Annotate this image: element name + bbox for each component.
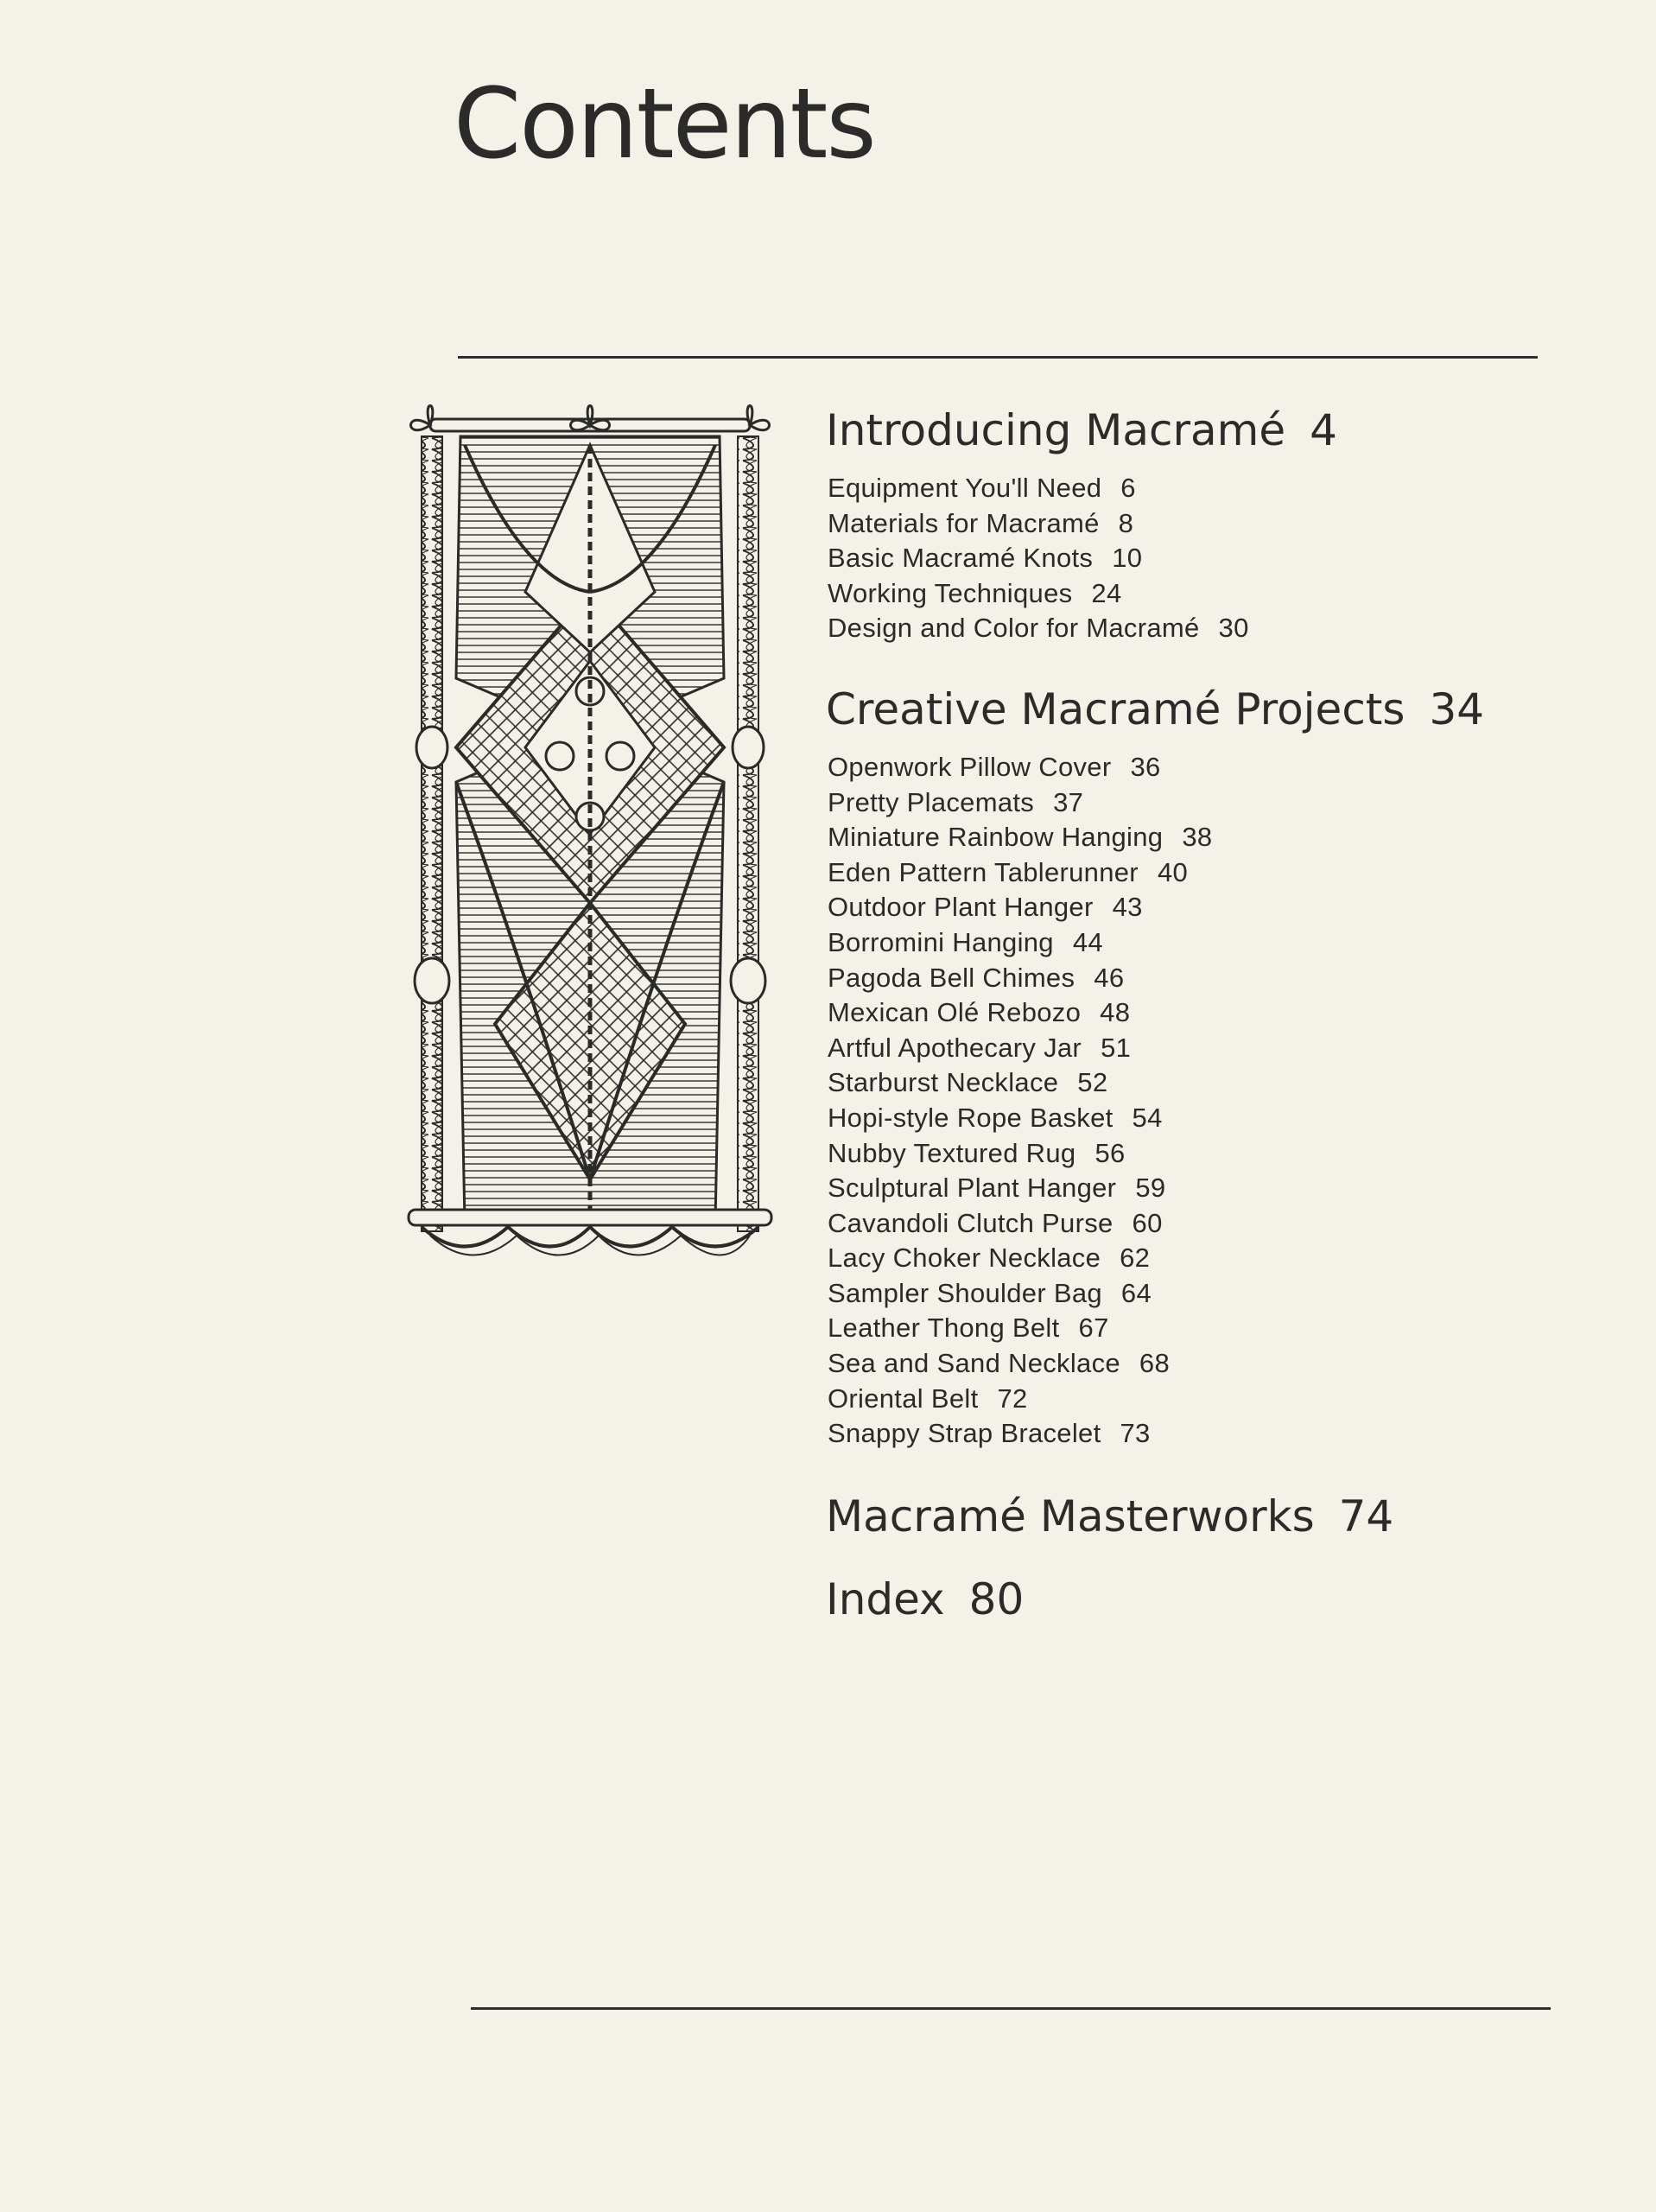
toc-section-projects	[826, 679, 1603, 1452]
macrame-hanging-illustration	[396, 393, 784, 1344]
entry-page-number: 54	[1132, 1102, 1163, 1133]
entry-label: Artful Apothecary Jar	[828, 1032, 1082, 1063]
section-heading[interactable]	[826, 679, 1603, 740]
entry-label: Leather Thong Belt	[828, 1313, 1060, 1344]
list-item[interactable]	[828, 855, 1603, 891]
list-item[interactable]	[828, 1311, 1603, 1346]
section-heading-label: Macramé Masterworks	[826, 1491, 1315, 1541]
entry-page-number: 40	[1157, 856, 1189, 887]
entry-page-number: 59	[1135, 1173, 1166, 1204]
entry-list	[828, 750, 1603, 1452]
list-item[interactable]	[828, 611, 1603, 646]
entry-page-number: 8	[1118, 507, 1134, 538]
section-heading-label: Introducing Macramé	[826, 405, 1286, 455]
entry-page-number: 48	[1100, 997, 1131, 1028]
list-item[interactable]	[828, 1346, 1603, 1382]
list-item[interactable]	[828, 820, 1603, 855]
entry-list	[828, 471, 1603, 646]
list-item[interactable]	[828, 961, 1603, 996]
section-page-number: 74	[1338, 1491, 1394, 1541]
list-item[interactable]	[828, 1136, 1603, 1172]
list-item[interactable]	[828, 890, 1603, 925]
list-item[interactable]	[828, 1031, 1603, 1066]
section-page-number: 80	[968, 1573, 1025, 1624]
toc-section-index	[826, 1569, 1603, 1630]
entry-label: Starburst Necklace	[828, 1067, 1059, 1098]
entry-page-number: 64	[1120, 1277, 1152, 1308]
entry-page-number: 30	[1218, 613, 1249, 644]
list-item[interactable]	[828, 1276, 1603, 1312]
entry-page-number: 37	[1053, 786, 1084, 817]
list-item[interactable]	[828, 1101, 1603, 1136]
entry-label: Sea and Sand Necklace	[828, 1348, 1120, 1379]
entry-label: Working Techniques	[828, 577, 1073, 608]
entry-label: Nubby Textured Rug	[828, 1137, 1076, 1168]
entry-label: Pretty Placemats	[828, 786, 1035, 817]
list-item[interactable]	[828, 925, 1603, 961]
section-heading-label: Index	[826, 1573, 945, 1624]
list-item[interactable]	[828, 750, 1603, 785]
entry-page-number: 62	[1120, 1243, 1151, 1274]
entry-label: Basic Macramé Knots	[828, 543, 1094, 574]
entry-page-number: 56	[1094, 1137, 1126, 1168]
entry-page-number: 51	[1101, 1032, 1132, 1063]
entry-label: Outdoor Plant Hanger	[828, 892, 1094, 923]
list-item[interactable]	[828, 1065, 1603, 1101]
entry-label: Sculptural Plant Hanger	[828, 1173, 1117, 1204]
page-title: Contents	[454, 68, 875, 181]
entry-page-number: 36	[1130, 751, 1161, 782]
entry-label: Sampler Shoulder Bag	[828, 1277, 1102, 1308]
toc-section-masterworks	[826, 1486, 1603, 1547]
entry-label: Miniature Rainbow Hanging	[828, 822, 1164, 853]
section-heading[interactable]	[826, 1486, 1603, 1547]
entry-label: Snappy Strap Bracelet	[828, 1418, 1101, 1449]
entry-label: Lacy Choker Necklace	[828, 1243, 1101, 1274]
entry-page-number: 6	[1120, 473, 1136, 503]
entry-label: Pagoda Bell Chimes	[828, 962, 1075, 993]
section-page-number: 4	[1310, 405, 1337, 455]
section-page-number: 34	[1429, 683, 1485, 734]
list-item[interactable]	[828, 576, 1603, 612]
entry-page-number: 46	[1094, 962, 1125, 993]
entry-page-number: 67	[1078, 1313, 1109, 1344]
entry-page-number: 52	[1077, 1067, 1108, 1098]
entry-label: Oriental Belt	[828, 1382, 979, 1414]
section-heading[interactable]	[826, 1569, 1603, 1630]
entry-page-number: 73	[1120, 1418, 1151, 1449]
entry-page-number: 60	[1132, 1207, 1163, 1238]
table-of-contents	[826, 400, 1603, 1630]
entry-label: Borromini Hanging	[828, 926, 1054, 957]
macrame-wall-hanging-icon	[396, 393, 784, 1344]
toc-section-introducing	[826, 400, 1603, 646]
entry-label: Hopi-style Rope Basket	[828, 1102, 1114, 1133]
list-item[interactable]	[828, 1416, 1603, 1452]
entry-page-number: 24	[1091, 577, 1122, 608]
list-item[interactable]	[828, 1382, 1603, 1417]
top-divider	[458, 356, 1538, 359]
list-item[interactable]	[828, 785, 1603, 821]
list-item[interactable]	[828, 1206, 1603, 1242]
entry-page-number: 10	[1112, 543, 1143, 574]
entry-page-number: 72	[997, 1382, 1028, 1414]
entry-page-number: 44	[1072, 926, 1103, 957]
entry-page-number: 43	[1112, 892, 1143, 923]
entry-label: Openwork Pillow Cover	[828, 751, 1112, 782]
entry-label: Cavandoli Clutch Purse	[828, 1207, 1114, 1238]
section-heading-label: Creative Macramé Projects	[826, 683, 1405, 734]
list-item[interactable]	[828, 1241, 1603, 1276]
bottom-divider	[471, 2007, 1551, 2010]
list-item[interactable]	[828, 471, 1603, 506]
entry-label: Materials for Macramé	[828, 507, 1100, 538]
list-item[interactable]	[828, 1171, 1603, 1206]
list-item[interactable]	[828, 541, 1603, 576]
list-item[interactable]	[828, 506, 1603, 542]
section-heading[interactable]	[826, 400, 1603, 461]
entry-label: Eden Pattern Tablerunner	[828, 856, 1139, 887]
entry-label: Equipment You'll Need	[828, 473, 1102, 503]
entry-page-number: 68	[1139, 1348, 1171, 1379]
entry-label: Design and Color for Macramé	[828, 613, 1200, 644]
entry-page-number: 38	[1182, 822, 1213, 853]
list-item[interactable]	[828, 995, 1603, 1031]
entry-label: Mexican Olé Rebozo	[828, 997, 1082, 1028]
